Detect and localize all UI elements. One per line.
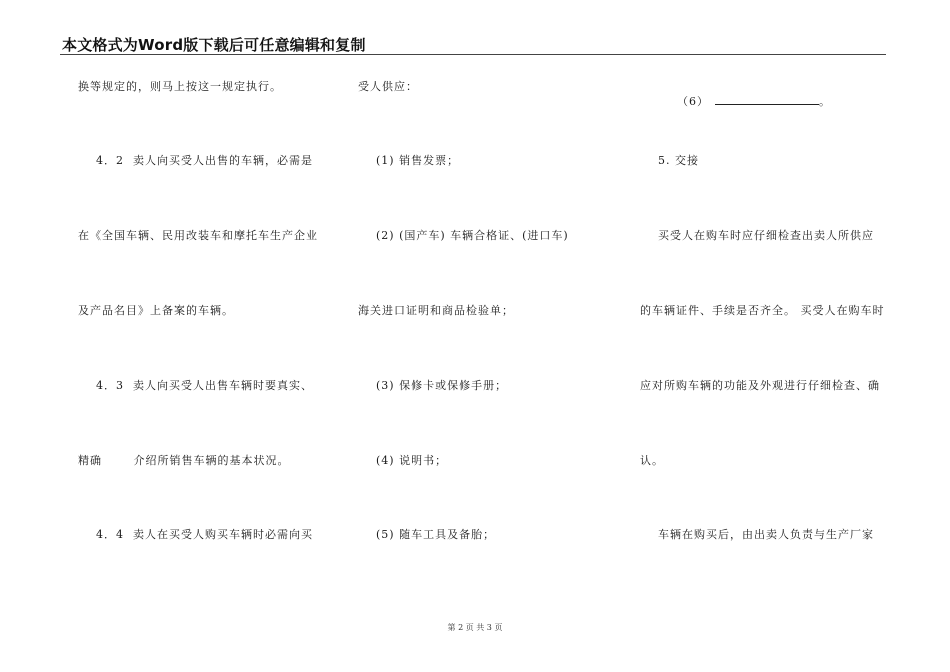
right-line-3: 买受人在购车时应仔细检查出卖人所供应 bbox=[640, 229, 874, 242]
right-line-7: 车辆在购买后，由出卖人负责与生产厂家 bbox=[640, 528, 874, 541]
middle-line-2: (1) 销售发票； bbox=[358, 154, 460, 167]
document-header-title: 本文格式为Word版下载后可任意编辑和复制 bbox=[62, 36, 366, 54]
item6-period: 。 bbox=[819, 95, 831, 108]
header-divider bbox=[60, 54, 886, 55]
left-line-4: 及产品名目》上备案的车辆。 bbox=[78, 304, 234, 317]
left-line-5: 4．3 卖人向买受人出售车辆时要真实、 bbox=[78, 379, 313, 392]
page-number: 第 2 页 共 3 页 bbox=[447, 623, 503, 632]
fill-in-blank bbox=[715, 94, 819, 105]
right-line-2: 5. 交接 bbox=[640, 154, 699, 167]
middle-line-3: (2) (国产车) 车辆合格证、(进口车) bbox=[358, 229, 569, 242]
middle-line-4: 海关进口证明和商品检验单； bbox=[358, 304, 514, 317]
right-line-5: 应对所购车辆的功能及外观进行仔细检查、确 bbox=[640, 379, 880, 392]
right-line-1 bbox=[668, 80, 831, 109]
right-line-6: 认。 bbox=[640, 454, 664, 467]
left-line-2: 4．2 卖人向买受人出售的车辆，必需是 bbox=[78, 154, 313, 167]
right-line-4: 的车辆证件、手续是否齐全。 买受人在购车时 bbox=[640, 304, 885, 317]
middle-line-1: 受人供应： bbox=[358, 80, 418, 93]
middle-line-6: (4) 说明书； bbox=[358, 454, 448, 467]
item6-label: （6） bbox=[677, 95, 709, 108]
middle-line-7: (5) 随车工具及备胎； bbox=[358, 528, 496, 541]
middle-line-5: (3) 保修卡或保修手册； bbox=[358, 379, 508, 392]
left-line-6: 精确 介绍所销售车辆的基本状况。 bbox=[78, 454, 290, 467]
left-line-1: 换等规定的，则马上按这一规定执行。 bbox=[78, 80, 282, 93]
left-line-3: 在《全国车辆、民用改装车和摩托车生产企业 bbox=[78, 229, 318, 242]
left-line-7: 4．4 卖人在买受人购买车辆时必需向买 bbox=[78, 528, 313, 541]
